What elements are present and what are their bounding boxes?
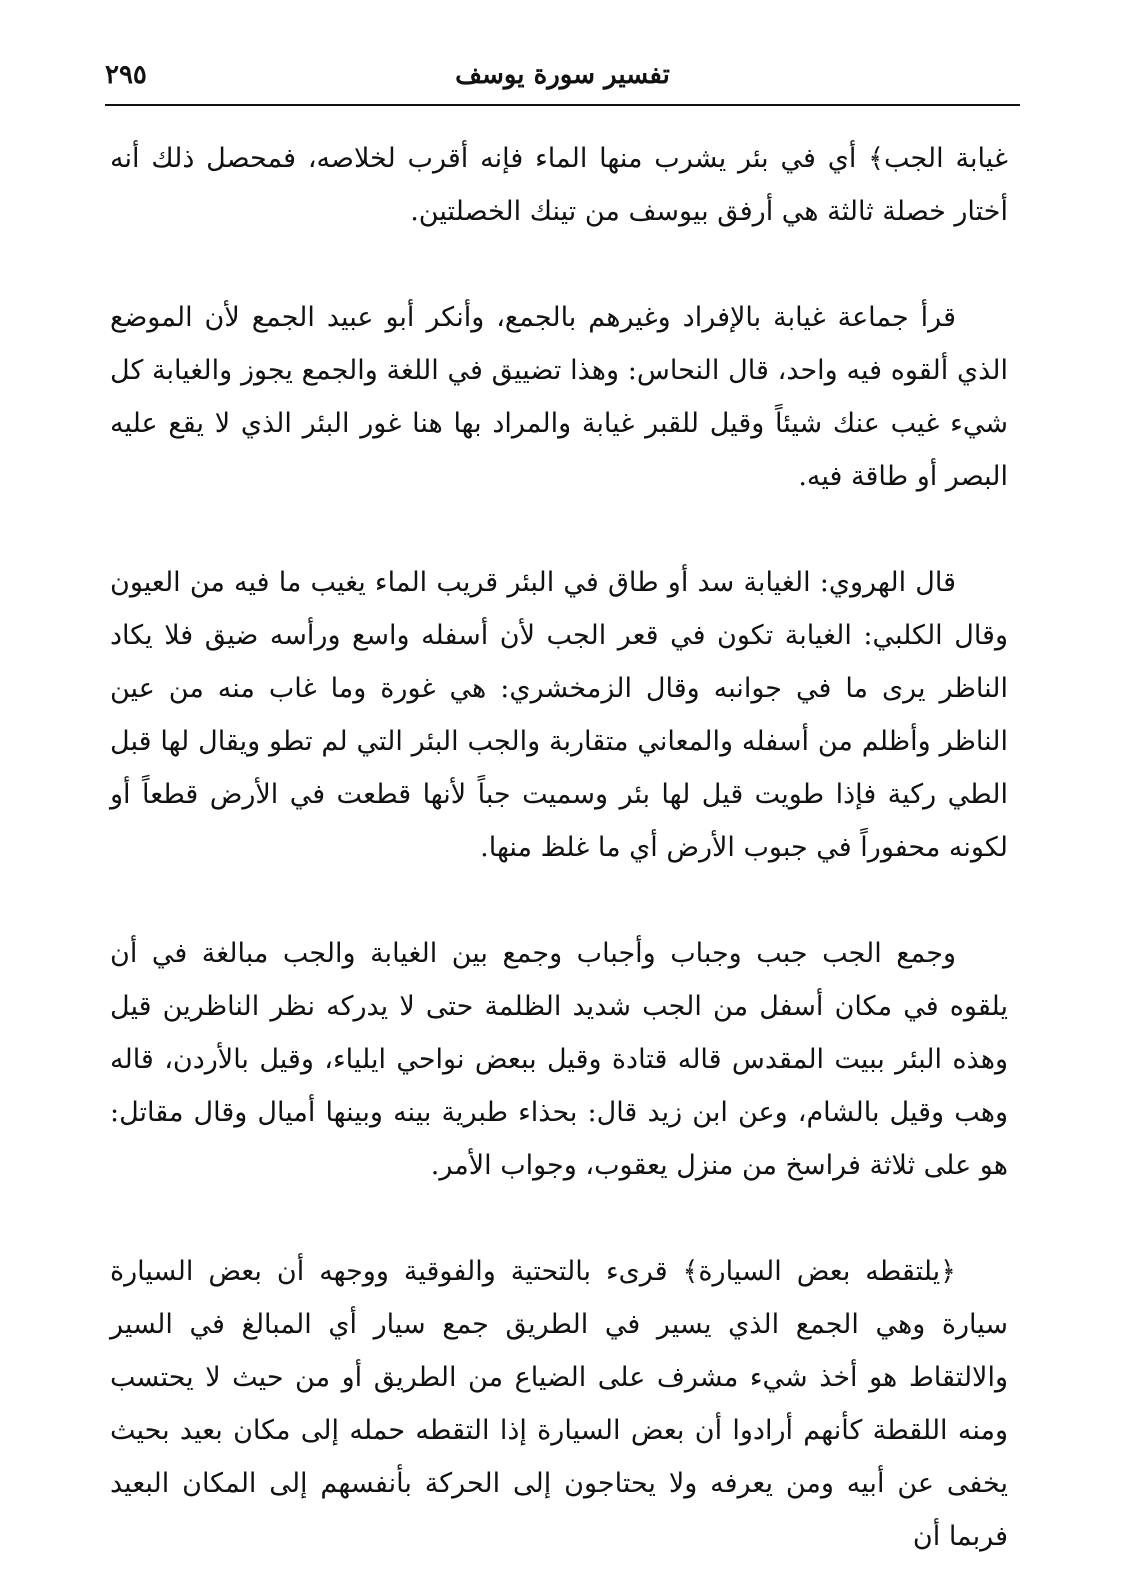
page-body: [110, 132, 1008, 1563]
paragraph-gap: [110, 1192, 1008, 1245]
paragraph-5: ﴿يلتقطه بعض السيارة﴾ قرىء بالتحتية والفوقية ووجهه أن بعض السيارة سيارة وهي الجمع الذي يسير في الطريق جمع سيار أي المبالغ في السير والالتقاط هو أخذ شيء مشرف على الضياع من الطريق أو من حيث لا يحتسب ومنه اللقطة كأنهم أرادوا أن بعض السيارة إذا التقطه حمله إلى مكان بعيد بحيث يخفى عن أبيه ومن يعرفه ولا يحتاجون إلى الحركة بأنفسهم إلى المكان البعيد فربما أن: [110, 1256, 1008, 1552]
running-title: تفسير سورة يوسف: [455, 60, 670, 90]
paragraph-1: غيابة الجب﴾ أي في بئر يشرب منها الماء فإنه أقرب لخلاصه، فمحصل ذلك أنه أختار خصلة ثالثة هي أرفق بيوسف من تينك الخصلتين.: [110, 143, 1008, 227]
paragraph-2: قرأ جماعة غيابة بالإفراد وغيرهم بالجمع، وأنكر أبو عبيد الجمع لأن الموضع الذي ألقوه فيه واحد، قال النحاس: وهذا تضييق في اللغة والجمع يجوز والغيابة كل شيء غيب عنك شيئاً وقيل للقبر غيابة والمراد بها هنا غور البئر الذي لا يقع عليه البصر أو طاقة فيه.: [110, 302, 1008, 492]
paragraph-gap: [110, 238, 1008, 291]
page-number: ٢٩٥: [105, 60, 147, 90]
paragraph-gap: [110, 874, 1008, 927]
paragraph-3: قال الهروي: الغيابة سد أو طاق في البئر قريب الماء يغيب ما فيه من العيون وقال الكلبي: الغيابة تكون في قعر الجب لأن أسفله واسع ورأسه ضيق فلا يكاد الناظر يرى ما في جوانبه وقال الزمخشري: هي غورة وما غاب منه من عين الناظر وأظلم من أسفله والمعاني متقاربة والجب البئر التي لم تطو ويقال لها قبل الطي ركية فإذا طويت قيل لها بئر وسميت جباً لأنها قطعت في الأرض قطعاً أو لكونه محفوراً في جبوب الأرض أي ما غلظ منها.: [110, 567, 1008, 863]
paragraph-4: وجمع الجب جبب وجباب وأجباب وجمع بين الغيابة والجب مبالغة في أن يلقوه في مكان أسفل من الجب شديد الظلمة حتى لا يدركه نظر الناظرين قيل وهذه البئر ببيت المقدس قاله قتادة وقيل ببعض نواحي ايلياء، وقيل بالأردن، قاله وهب وقيل بالشام، وعن ابن زيد قال: بحذاء طبرية بينه وبينها أميال وقال مقاتل: هو على ثلاثة فراسخ من منزل يعقوب، وجواب الأمر.: [110, 938, 1008, 1181]
header-divider: [105, 104, 1020, 106]
paragraph-gap: [110, 503, 1008, 556]
page-header: [105, 58, 1020, 106]
